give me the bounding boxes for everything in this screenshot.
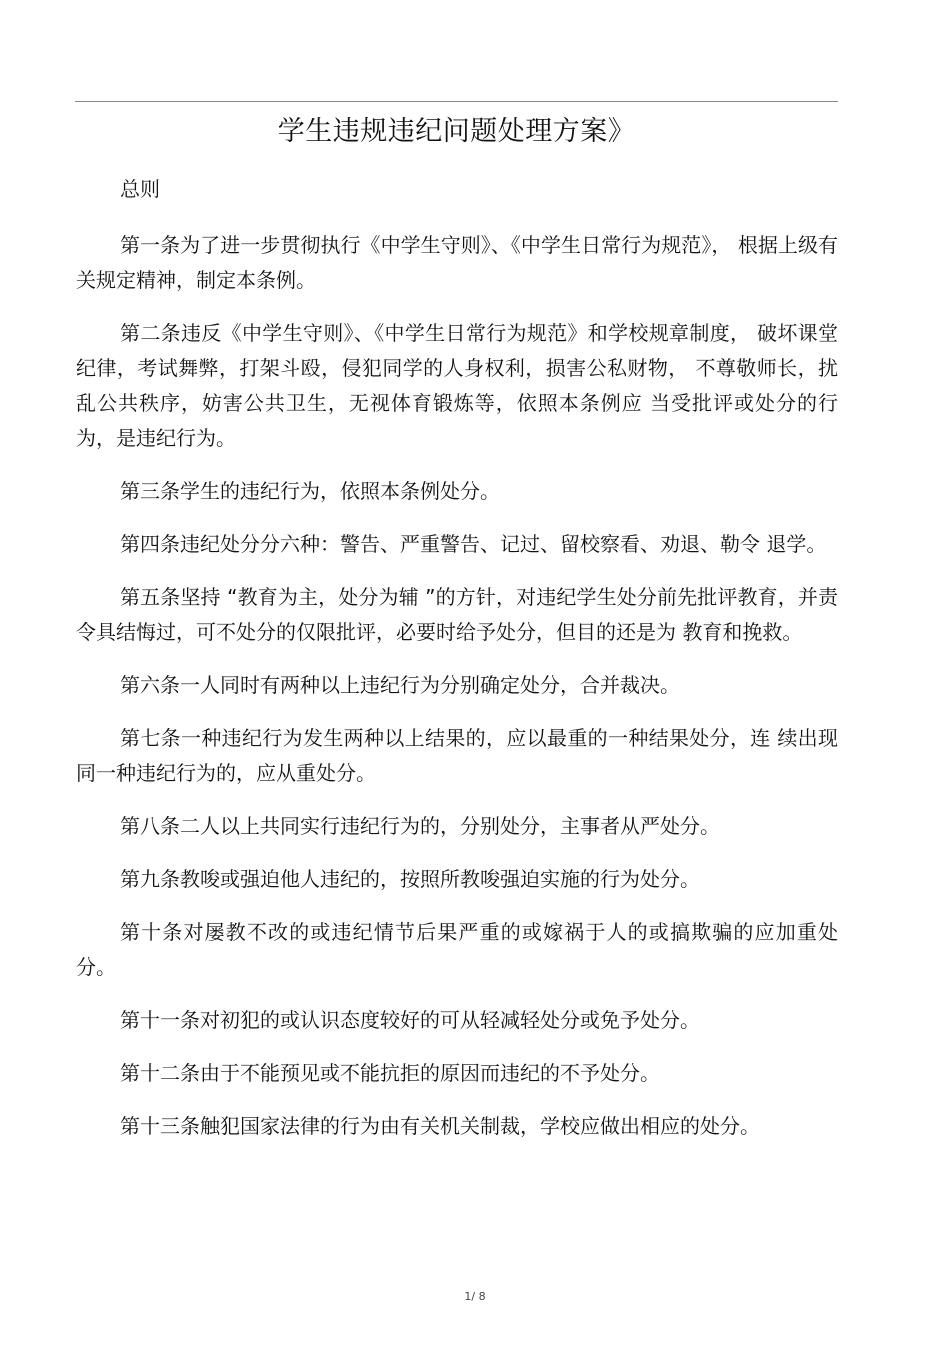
article-5: 第五条坚持 “教育为主，处分为辅 ”的方针，对违纪学生处分前先批评教育，并责令具结悔过，可不处分的仅限批评，必要时给予处分，但目的还是为 教育和挽救。 xyxy=(76,585,838,644)
article-7: 第七条一种违纪行为发生两种以上结果的，应以最重的一种结果处分，连 续出现同一种违纪行为的，应从重处分。 xyxy=(76,726,838,785)
header-rule xyxy=(75,101,838,102)
article-2: 第二条违反《中学生守则》、《中学生日常行为规范》和学校规章制度， 破坏课堂纪律，考试舞弊，打架斗殴，侵犯同学的人身权利，损害公私财物， 不尊敬师长，扰乱公共秩序，妨害公共卫生，无视体育锻炼等，依照本条例应 当受批评或处分的行为，是违纪行为。 xyxy=(76,321,838,450)
article-6: 第六条一人同时有两种以上违纪行为分别确定处分，合并裁决。 xyxy=(120,673,680,697)
article-13: 第十三条触犯国家法律的行为由有关机关制裁，学校应做出相应的处分。 xyxy=(120,1114,760,1138)
article-8: 第八条二人以上共同实行违纪行为的，分别处分，主事者从严处分。 xyxy=(120,814,720,838)
article-12: 第十二条由于不能预见或不能抗拒的原因而违纪的不予处分。 xyxy=(120,1061,660,1085)
article-9: 第九条教唆或强迫他人违纪的，按照所教唆强迫实施的行为处分。 xyxy=(120,867,700,891)
article-11: 第十一条对初犯的或认识态度较好的可从轻减轻处分或免予处分。 xyxy=(120,1008,700,1032)
document-title: 学生违规违纪问题处理方案》 xyxy=(277,116,636,147)
document-body xyxy=(76,172,838,1162)
article-3: 第三条学生的违纪行为，依照本条例处分。 xyxy=(120,479,500,503)
article-1: 第一条为了进一步贯彻执行《中学生守则》、《中学生日常行为规范》， 根据上级有关规定精神，制定本条例。 xyxy=(76,233,838,292)
page-number: 1/ 8 xyxy=(464,1290,486,1303)
article-4: 第四条违纪处分分六种：警告、严重警告、记过、留校察看、劝退、勒令 退学。 xyxy=(120,532,827,556)
section-heading: 总则 xyxy=(120,177,160,201)
article-10: 第十条对屡教不改的或违纪情节后果严重的或嫁祸于人的或搞欺骗的应加重处分。 xyxy=(76,920,838,979)
